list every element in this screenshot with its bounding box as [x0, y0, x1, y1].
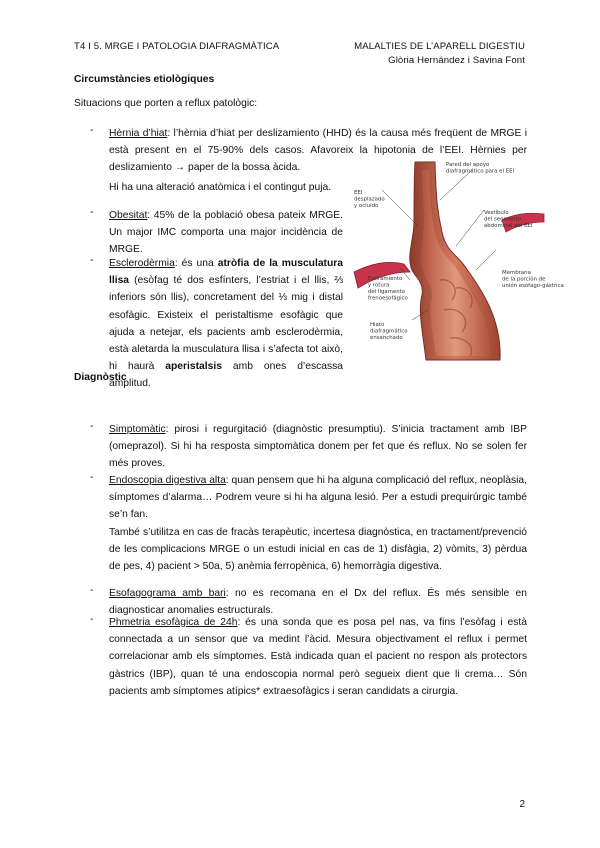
bullet-dash: -	[90, 614, 94, 625]
bullet-dash: -	[90, 255, 94, 266]
bullet-dash: -	[90, 207, 94, 218]
section-intro: Situacions que porten a reflux patològic:	[74, 98, 258, 109]
bold-aperistalsis: aperistalsis	[165, 361, 222, 373]
label-estiramiento: Estiramiento y rotura del ligamento frenoesofágico	[368, 276, 408, 302]
term-esofagograma: Esofagograma amb bari	[109, 588, 226, 599]
section-title-etiology: Circumstàncies etiològiques	[74, 74, 215, 85]
text-phmetria: : és una sonda que es posa pel nas, va fins l’esòfag i està connectada a un sensor que va medint l’àcid. Mesura objectivament el reflux i permet correlacionar amb els símptomes. Està indicada quan el pacient no respon als protectors gàstrics (IBP), quan té una endoscopia normal però segueix dient que li crema… Són pacients amb símptomes atípics* extraesofàgics i seran candidats a cirurgia.	[109, 617, 528, 697]
note-hernia: Hi ha una alteració anatòmica i el contingut puja.	[109, 182, 332, 193]
bold-atrofia: atròfia de la musculatura llisa	[109, 258, 344, 287]
list-item-obesitat	[109, 207, 343, 259]
note-endoscopia: També s’utilitza en cas de fracàs terapèutic, incertesa diagnòstica, en tractament/prevenció de les complicacions MRGE o un estudi inicial en cas de 1) disfàgia, 2) vòmits, 3) pèrdua de pes, 4) pacient > 50a, 5) anèmia ferropènica, 6) hemorràgia digestiva.	[109, 527, 527, 573]
label-hiato: Hiato diafragmático ensanchado	[370, 322, 408, 341]
bullet-dash: -	[90, 585, 94, 596]
term-obesitat: Obesitat	[109, 210, 148, 221]
bullet-dash: -	[90, 472, 94, 483]
text-esofagograma: : no es recomana en el Dx del reflux. És més sensible en diagnosticar anomalies estructurals.	[109, 588, 527, 617]
list-item-endoscopia	[109, 472, 527, 524]
term-esclerodermia: Esclerodèrmia	[109, 258, 175, 269]
header-course-title: T4 I 5. MRGE I PATOLOGIA DIAFRAGMÀTICA	[74, 41, 280, 52]
label-pared: Pared del apoyo diafragmático para el EEI	[446, 162, 515, 175]
header-subject: MALALTIES DE L’APARELL DIGESTIU	[354, 41, 525, 52]
list-item-phmetria	[109, 614, 527, 700]
text-simptomatic: : pirosi i regurgitació (diagnòstic presumptiu). S’inicia tractament amb IBP (omeprazol). Si hi ha resposta simptomàtica donem per fet que és reflux. No se solen fer més proves.	[109, 424, 527, 470]
text-esclerodermia-b: (esòfag té dos esfínters, l’estriat i el llis, ⅔ inferiors són llis), concretament del ⅓ mig i distal esofàgic. Existeix el peristaltisme esofàgic que ajuda a netejar, els pacients amb esclerodèrmia, està aletarda la musculatura llisa i s’afecta tot això, hi haurà	[109, 275, 343, 373]
term-simptomatic: Simptomàtic	[109, 424, 166, 435]
text-esclerodermia-a: : és una	[174, 258, 218, 269]
list-item-esclerodermia	[109, 255, 343, 393]
bullet-dash: -	[90, 421, 94, 432]
label-eei: EEI desplazado y ocluido	[354, 190, 385, 209]
text-endoscopia: : quan pensem que hi ha alguna complicació del reflux, neoplàsia, símptomes d’alarma… Podrem veure si hi ha alguna lesió. Per a estudi prequirúrgic també se’n fan.	[109, 475, 527, 521]
section-title-diagnosis: Diagnòstic	[74, 372, 127, 383]
header-authors: Glòria Hernández i Savina Font	[388, 55, 525, 66]
term-phmetria: Phmetria esofàgica de 24h	[109, 617, 238, 628]
text-esclerodermia-c: amb ones d’escassa amplitud.	[109, 361, 343, 390]
label-vestibulo: Vestíbulo del segmento abdominal del EEI	[484, 210, 533, 229]
hiatal-hernia-illustration	[352, 160, 564, 360]
term-hernia: Hèrnia d’hiat	[109, 128, 168, 139]
page-number: 2	[519, 799, 525, 810]
text-hernia: : l’hèrnia d’hiat per deslizamiento (HHD) és la causa més freqüent de MRGE i està present en el 75-90% dels casos. Afavoreix la hipotonia de l’EEI. Hèrnies per deslizamiento → paper de la bossa àcida.	[109, 128, 528, 174]
text-obesitat: : 45% de la població obesa pateix MRGE. Un major IMC comporta una major incidència de MRGE.	[109, 210, 343, 256]
label-membrana: Membrana de la porción de unión esófago-gástrica	[502, 270, 564, 289]
bullet-dash: -	[90, 125, 94, 136]
term-endoscopia: Endoscopia digestiva alta	[109, 475, 226, 486]
list-item-simptomatic	[109, 421, 527, 473]
